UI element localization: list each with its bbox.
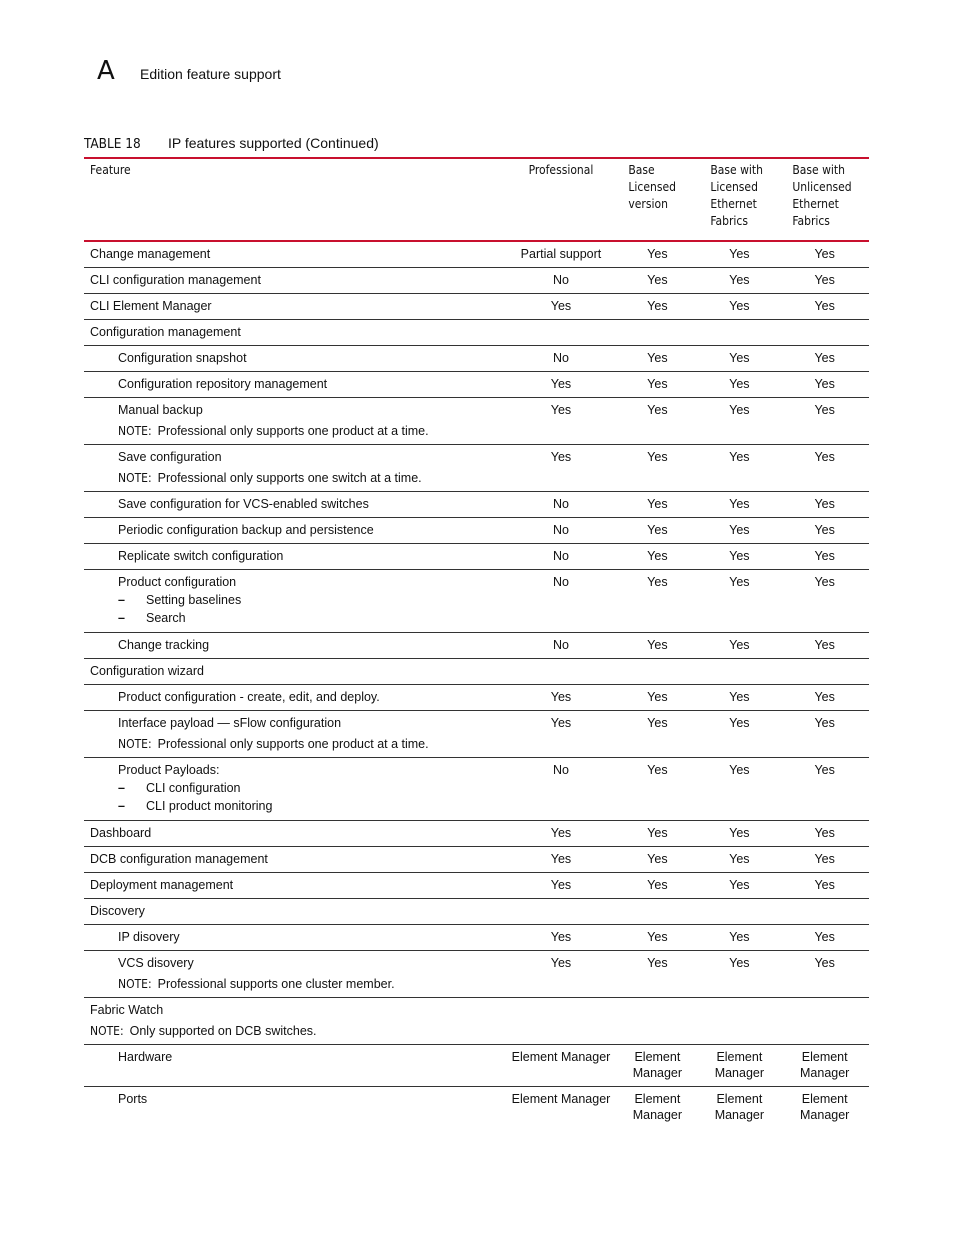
base-unlicensed-ethernet-value: Yes: [814, 956, 835, 970]
base-licensed-value: [616, 320, 698, 346]
base-licensed-ethernet-value: Yes: [729, 878, 750, 892]
feature-cell: [84, 445, 506, 492]
table-row: [84, 268, 869, 294]
base-licensed-ethernet-value: [698, 659, 780, 685]
feature-name: Periodic configuration backup and persistence: [118, 523, 374, 537]
feature-name: VCS disovery: [118, 956, 194, 970]
base-unlicensed-ethernet-value: Yes: [814, 497, 835, 511]
professional-value: Yes: [550, 852, 572, 866]
table-row: [84, 518, 869, 544]
base-licensed-ethernet-value: Yes: [729, 247, 750, 261]
column-header-feature: Feature: [90, 163, 131, 177]
base-licensed-value: Yes: [647, 523, 668, 537]
feature-cell: [84, 294, 506, 320]
base-licensed-ethernet-value: [698, 998, 780, 1045]
professional-value: No: [552, 638, 569, 652]
base-licensed-value: [616, 659, 698, 685]
feature-cell: [84, 268, 506, 294]
base-licensed-value: Yes: [647, 377, 668, 391]
note-text: Professional only supports one product at a time.: [157, 737, 429, 751]
base-licensed-value: Yes: [647, 299, 668, 313]
professional-value: Yes: [550, 878, 572, 892]
feature-name: Ports: [118, 1092, 148, 1106]
table-row: [84, 320, 869, 346]
base-licensed-ethernet-value: [698, 899, 780, 925]
base-unlicensed-ethernet-value: Yes: [814, 403, 835, 417]
note-text: Only supported on DCB switches.: [129, 1024, 317, 1038]
professional-value: No: [552, 549, 569, 563]
feature-cell: [84, 1087, 506, 1129]
sub-feature-item: – CLI configuration: [118, 779, 500, 797]
base-unlicensed-ethernet-value: Yes: [814, 299, 835, 313]
professional-value: [506, 659, 617, 685]
feature-name: Manual backup: [118, 403, 203, 417]
table-row: [84, 1045, 869, 1087]
base-unlicensed-ethernet-value: Yes: [814, 450, 835, 464]
feature-name: Save configuration for VCS-enabled switches: [118, 497, 369, 511]
feature-name: Configuration management: [90, 325, 241, 339]
sub-feature-item: – Setting baselines: [118, 591, 500, 609]
note: [118, 470, 500, 486]
professional-value: Yes: [550, 930, 572, 944]
base-unlicensed-ethernet-value: [780, 899, 869, 925]
base-unlicensed-ethernet-value: Yes: [814, 575, 835, 589]
professional-value: No: [552, 575, 569, 589]
feature-cell: [84, 346, 506, 372]
table-row: [84, 758, 869, 821]
table-row: [84, 294, 869, 320]
table-header-row: [84, 158, 869, 241]
table-row: [84, 821, 869, 847]
table-row: [84, 398, 869, 445]
professional-value: [506, 899, 617, 925]
base-licensed-value: Yes: [647, 763, 668, 777]
feature-cell: [84, 659, 506, 685]
feature-name: Hardware: [118, 1050, 173, 1064]
base-unlicensed-ethernet-value: Yes: [814, 549, 835, 563]
note-label: NOTE:: [90, 1024, 124, 1038]
feature-cell: [84, 320, 506, 346]
table-row: [84, 372, 869, 398]
professional-value: No: [552, 763, 569, 777]
base-unlicensed-ethernet-value: Yes: [814, 716, 835, 730]
base-licensed-ethernet-value: Yes: [729, 273, 750, 287]
base-licensed-value: Yes: [647, 956, 668, 970]
base-licensed-value: Element Manager: [632, 1050, 683, 1080]
base-licensed-ethernet-value: Yes: [729, 930, 750, 944]
column-header-professional: Professional: [528, 163, 594, 177]
base-licensed-value: Yes: [647, 575, 668, 589]
table-row: [84, 241, 869, 268]
sub-feature-list: [118, 779, 500, 815]
feature-name: Product Payloads:: [118, 763, 220, 777]
base-licensed-ethernet-value: Yes: [729, 450, 750, 464]
base-licensed-ethernet-value: Yes: [729, 638, 750, 652]
base-licensed-value: Yes: [647, 826, 668, 840]
professional-value: Element Manager: [511, 1092, 611, 1106]
professional-value: Yes: [550, 716, 572, 730]
base-licensed-ethernet-value: Yes: [729, 523, 750, 537]
base-licensed-value: Yes: [647, 273, 668, 287]
professional-value: [506, 320, 617, 346]
feature-name: Product configuration: [118, 575, 237, 589]
professional-value: Element Manager: [511, 1050, 611, 1064]
feature-cell: [84, 1045, 506, 1087]
table-row: [84, 951, 869, 998]
note: [118, 423, 500, 439]
base-unlicensed-ethernet-value: [780, 659, 869, 685]
feature-cell: [84, 821, 506, 847]
base-unlicensed-ethernet-value: Yes: [814, 852, 835, 866]
professional-value: Yes: [550, 377, 572, 391]
table-caption-label: TABLE 18: [84, 136, 141, 152]
feature-name: Configuration wizard: [90, 664, 204, 678]
column-header-base-licensed-ethernet: Base with Licensed Ethernet Fabrics: [710, 163, 763, 228]
feature-name: Interface payload — sFlow configuration: [118, 716, 342, 730]
base-licensed-ethernet-value: Yes: [729, 716, 750, 730]
base-licensed-ethernet-value: Yes: [729, 575, 750, 589]
professional-value: [506, 998, 617, 1045]
base-licensed-value: Yes: [647, 690, 668, 704]
base-licensed-value: Yes: [647, 549, 668, 563]
table-body: [84, 241, 869, 1128]
feature-name: CLI configuration management: [90, 273, 261, 287]
note-text: Professional only supports one product at a time.: [157, 424, 429, 438]
feature-name: Configuration snapshot: [118, 351, 247, 365]
base-licensed-value: [616, 899, 698, 925]
feature-cell: [84, 492, 506, 518]
sub-feature-item: – CLI product monitoring: [118, 797, 500, 815]
base-licensed-ethernet-value: Yes: [729, 299, 750, 313]
note: [90, 1023, 500, 1039]
appendix-letter: A: [97, 56, 115, 86]
features-table: [84, 157, 869, 1128]
table-row: [84, 925, 869, 951]
table-row: [84, 1087, 869, 1129]
feature-name: Fabric Watch: [90, 1003, 164, 1017]
column-header-base-unlicensed-ethernet: Base with Unlicensed Ethernet Fabrics: [792, 163, 852, 228]
feature-cell: [84, 847, 506, 873]
feature-name: Change management: [90, 247, 211, 261]
professional-value: No: [552, 523, 569, 537]
base-licensed-value: Yes: [647, 403, 668, 417]
base-licensed-ethernet-value: Yes: [729, 852, 750, 866]
feature-name: Product configuration - create, edit, and deploy.: [118, 690, 380, 704]
table-row: [84, 445, 869, 492]
base-unlicensed-ethernet-value: Element Manager: [800, 1092, 850, 1122]
table-row: [84, 847, 869, 873]
feature-name: Deployment management: [90, 878, 234, 892]
base-unlicensed-ethernet-value: [780, 320, 869, 346]
feature-cell: [84, 758, 506, 821]
note-label: NOTE:: [118, 471, 152, 485]
base-licensed-value: [616, 998, 698, 1045]
feature-name: IP disovery: [118, 930, 180, 944]
base-unlicensed-ethernet-value: Yes: [814, 351, 835, 365]
table-caption: [84, 135, 379, 152]
feature-cell: [84, 998, 506, 1045]
feature-name: Discovery: [90, 904, 145, 918]
base-licensed-value: Yes: [647, 852, 668, 866]
base-unlicensed-ethernet-value: Yes: [814, 930, 835, 944]
feature-cell: [84, 398, 506, 445]
base-licensed-ethernet-value: Yes: [729, 403, 750, 417]
feature-cell: [84, 570, 506, 633]
base-licensed-value: Yes: [647, 351, 668, 365]
note: [118, 736, 500, 752]
feature-name: Change tracking: [118, 638, 210, 652]
professional-value: No: [552, 351, 569, 365]
professional-value: Yes: [550, 450, 572, 464]
note-text: Professional supports one cluster member.: [157, 977, 395, 991]
professional-value: Partial support: [520, 247, 602, 261]
table-row: [84, 998, 869, 1045]
base-licensed-ethernet-value: Yes: [729, 826, 750, 840]
base-unlicensed-ethernet-value: Element Manager: [800, 1050, 850, 1080]
table-row: [84, 899, 869, 925]
feature-cell: [84, 711, 506, 758]
table-caption-title: IP features supported (Continued): [168, 135, 379, 151]
appendix-title: Edition feature support: [140, 66, 281, 82]
professional-value: Yes: [550, 690, 572, 704]
base-unlicensed-ethernet-value: Yes: [814, 763, 835, 777]
base-licensed-value: Yes: [647, 638, 668, 652]
base-unlicensed-ethernet-value: Yes: [814, 826, 835, 840]
base-licensed-ethernet-value: Yes: [729, 956, 750, 970]
base-unlicensed-ethernet-value: Yes: [814, 690, 835, 704]
feature-cell: [84, 544, 506, 570]
feature-cell: [84, 925, 506, 951]
base-licensed-value: Yes: [647, 930, 668, 944]
base-unlicensed-ethernet-value: Yes: [814, 377, 835, 391]
base-unlicensed-ethernet-value: Yes: [814, 523, 835, 537]
feature-cell: [84, 633, 506, 659]
base-unlicensed-ethernet-value: [780, 998, 869, 1045]
base-unlicensed-ethernet-value: Yes: [814, 878, 835, 892]
professional-value: Yes: [550, 403, 572, 417]
column-header-base-licensed: Base Licensed version: [628, 163, 676, 211]
table-row: [84, 570, 869, 633]
feature-name: DCB configuration management: [90, 852, 268, 866]
base-licensed-ethernet-value: Yes: [729, 377, 750, 391]
table-row: [84, 873, 869, 899]
base-unlicensed-ethernet-value: Yes: [814, 638, 835, 652]
professional-value: No: [552, 497, 569, 511]
feature-cell: [84, 241, 506, 268]
table-row: [84, 711, 869, 758]
note-text: Professional only supports one switch at a time.: [157, 471, 422, 485]
base-licensed-ethernet-value: [698, 320, 780, 346]
sub-feature-item: – Search: [118, 609, 500, 627]
professional-value: Yes: [550, 299, 572, 313]
base-licensed-ethernet-value: Element Manager: [714, 1092, 765, 1122]
feature-name: CLI Element Manager: [90, 299, 212, 313]
feature-cell: [84, 873, 506, 899]
feature-cell: [84, 372, 506, 398]
professional-value: No: [552, 273, 569, 287]
base-licensed-ethernet-value: Element Manager: [714, 1050, 765, 1080]
feature-name: Save configuration: [118, 450, 222, 464]
note: [118, 976, 500, 992]
base-licensed-ethernet-value: Yes: [729, 549, 750, 563]
base-licensed-ethernet-value: Yes: [729, 763, 750, 777]
base-licensed-value: Yes: [647, 247, 668, 261]
sub-feature-list: [118, 591, 500, 627]
table-row: [84, 659, 869, 685]
feature-cell: [84, 685, 506, 711]
feature-name: Configuration repository management: [118, 377, 328, 391]
base-licensed-value: Element Manager: [632, 1092, 683, 1122]
feature-name: Replicate switch configuration: [118, 549, 284, 563]
feature-cell: [84, 899, 506, 925]
feature-cell: [84, 518, 506, 544]
professional-value: Yes: [550, 956, 572, 970]
base-unlicensed-ethernet-value: Yes: [814, 247, 835, 261]
feature-name: Dashboard: [90, 826, 152, 840]
table-row: [84, 633, 869, 659]
professional-value: Yes: [550, 826, 572, 840]
base-unlicensed-ethernet-value: Yes: [814, 273, 835, 287]
base-licensed-value: Yes: [647, 450, 668, 464]
base-licensed-value: Yes: [647, 497, 668, 511]
base-licensed-value: Yes: [647, 716, 668, 730]
table-row: [84, 492, 869, 518]
table-row: [84, 544, 869, 570]
base-licensed-value: Yes: [647, 878, 668, 892]
table-row: [84, 346, 869, 372]
table-row: [84, 685, 869, 711]
base-licensed-ethernet-value: Yes: [729, 351, 750, 365]
note-label: NOTE:: [118, 977, 152, 991]
base-licensed-ethernet-value: Yes: [729, 497, 750, 511]
base-licensed-ethernet-value: Yes: [729, 690, 750, 704]
note-label: NOTE:: [118, 424, 152, 438]
note-label: NOTE:: [118, 737, 152, 751]
feature-cell: [84, 951, 506, 998]
